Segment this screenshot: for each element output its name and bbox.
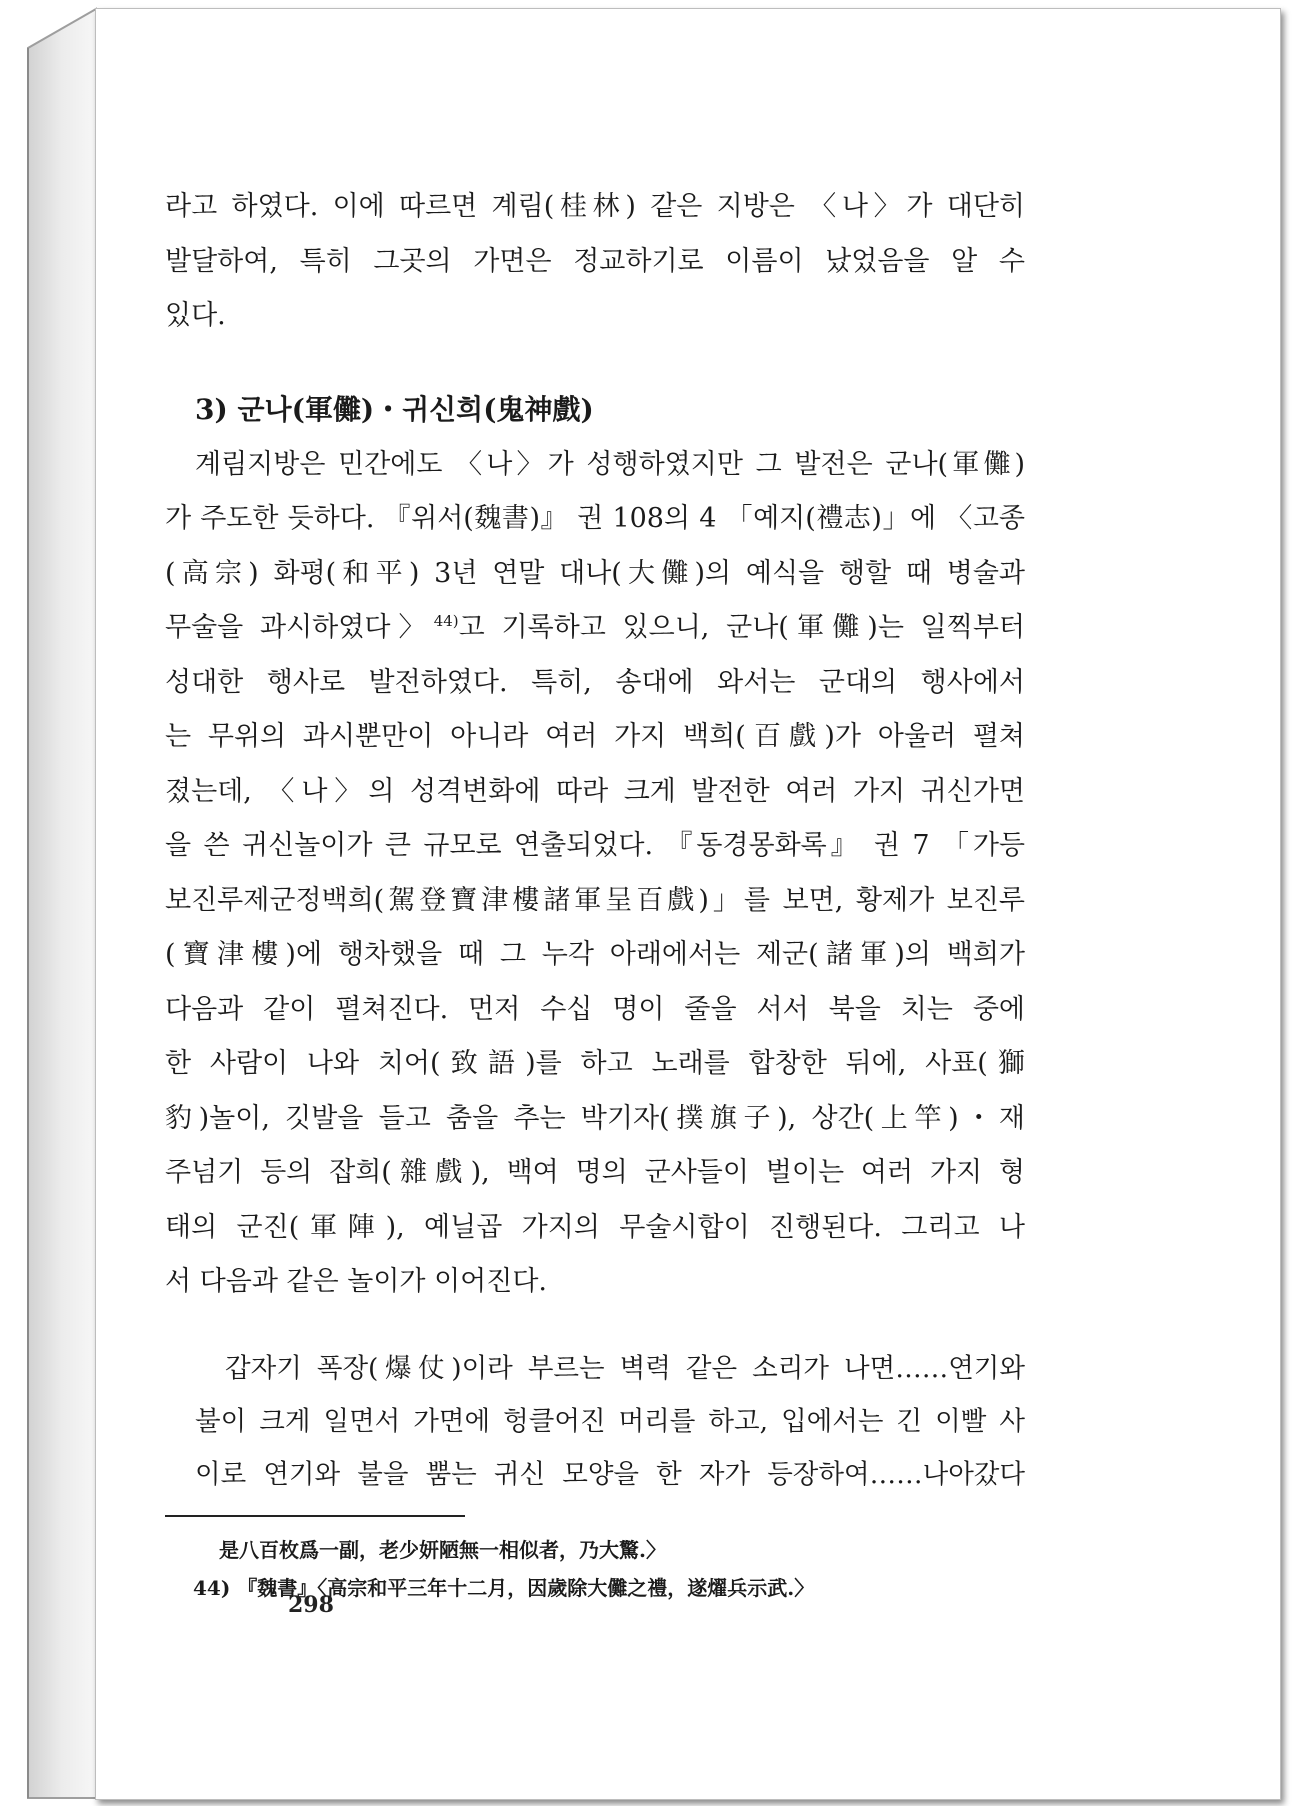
text-line: 태의 군진(軍陣), 예닐곱 가지의 무술시합이 진행된다. 그리고 나 [165,1211,1025,1243]
text-line: 보진루제군정백희(駕登寶津樓諸軍呈百戲)」를 보면, 황제가 보진루 [165,884,1025,916]
body-paragraph [165,438,1025,1310]
page-content [165,180,1025,1607]
footnote-continuation: 是八百枚爲一副，老少妍陋無一相似者，乃大驚.〉 [219,1537,666,1562]
text-line: 가 주도한 듯하다. 『위서(魏書)』 권 108의 4 「예지(禮志)」에 〈고종 [165,503,1025,534]
page-number: 298 [288,1592,334,1618]
text-line: 는 무위의 과시뿐만이 아니라 여러 가지 백희(百戲)가 아울러 펼쳐 [165,721,1025,752]
footnote-divider [165,1515,465,1517]
section-heading: 3) 군나(軍儺)・귀신희(鬼神戲) [195,392,594,426]
text-line: 계림지방은 민간에도 〈나〉가 성행하였지만 그 발전은 군나(軍儺) [195,448,1025,480]
text-line: (高宗) 화평(和平) 3년 연말 대나(大儺)의 예식을 행할 때 병술과 [165,557,1025,589]
text-line: 한 사람이 나와 치어(致語)를 하고 노래를 합창한 뒤에, 사표(獅 [165,1048,1025,1079]
text-line: 갑자기 폭장(爆仗)이라 부르는 벽력 같은 소리가 나면……연기와 [225,1352,1025,1384]
block-quote [165,1342,1025,1501]
text-line: 발달하여, 특히 그곳의 가면은 정교하기로 이름이 났었음을 알 수 [165,245,1025,277]
paragraph-continuation [165,180,1025,344]
footnote-reference[interactable]: 44) [433,612,459,630]
text-line: 성대한 행사로 발전하였다. 특히, 송대에 와서는 군대의 행사에서 [165,666,1025,698]
text-line: 졌는데, 〈나〉의 성격변화에 따라 크게 발전한 여러 가지 귀신가면 [165,775,1025,807]
text-line: 라고 하였다. 이에 따르면 계림(桂林) 같은 지방은 〈나〉가 대단히 [165,191,1025,222]
text-segment: 고 기록하고 있으니, 군나(軍儺)는 일찍부터 [458,612,1025,643]
text-line-with-footnote [165,601,1025,656]
text-line: 서 다음과 같은 놀이가 이어진다. [165,1266,547,1297]
text-segment: 무술을 과시하였다〉 [165,612,434,643]
text-line: 이로 연기와 불을 뿜는 귀신 모양을 한 자가 등장하여……나아갔다 [195,1458,1025,1490]
text-line: 불이 크게 일면서 가면에 헝클어진 머리를 하고, 입에서는 긴 이빨 사 [195,1405,1025,1437]
footnote-44: 44) 『魏書』〈高宗和平三年十二月，因歲除大儺之禮，遂燿兵示武.〉 [193,1575,815,1600]
text-line: 을 쓴 귀신놀이가 큰 규모로 연출되었다. 『동경몽화록』 권 7 「가등 [165,830,1025,861]
text-line: 주넘기 등의 잡희(雜戲), 백여 명의 군사들이 벌이는 여러 가지 형 [165,1157,1025,1188]
text-line: (寶津樓)에 행차했을 때 그 누각 아래에서는 제군(諸軍)의 백희가 [165,939,1025,970]
text-line: 다음과 같이 펼쳐진다. 먼저 수십 명이 줄을 서서 북을 치는 중에 [165,993,1025,1025]
text-line: 豹)놀이, 깃발을 들고 춤을 추는 박기자(撲旗子), 상간(上竿)・재 [165,1102,1025,1134]
text-line: 있다. [165,300,226,331]
